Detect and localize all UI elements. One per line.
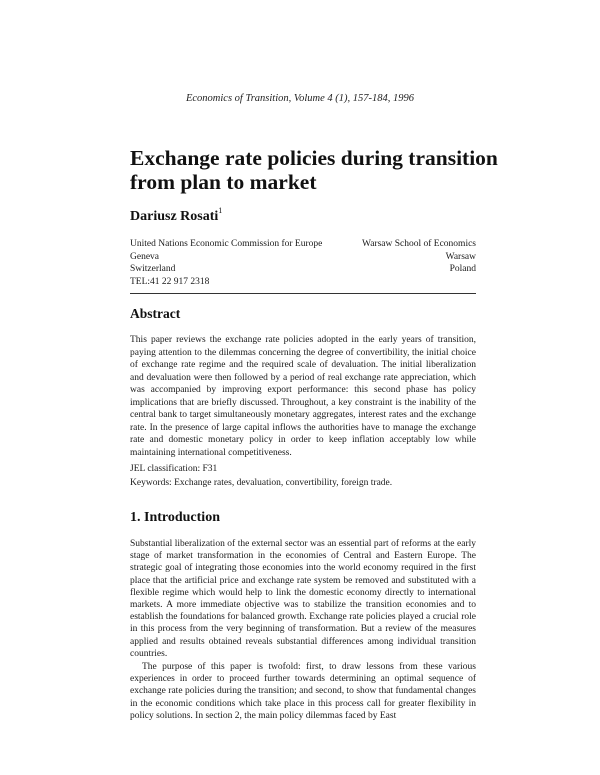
affiliation-left <box>130 238 350 288</box>
affiliation-left-line: Geneva <box>130 251 160 262</box>
affiliation-left-line: United Nations Economic Commission for Europe <box>130 239 323 249</box>
affiliation-right-line: Poland <box>449 264 476 274</box>
author-name: Dariusz Rosati <box>130 209 219 224</box>
affiliation-right-line: Warsaw School of Economics <box>362 239 476 249</box>
section-heading-introduction: 1. Introduction <box>130 510 220 525</box>
journal-citation: Economics of Transition, Volume 4 (1), 157-184, 1996 <box>185 93 415 104</box>
keywords: Keywords: Exchange rates, devaluation, convertibility, foreign trade. <box>130 478 393 488</box>
author-footnote-mark: 1 <box>218 206 223 215</box>
affiliation-left-line: Switzerland <box>130 264 176 274</box>
paper-title: Exchange rate policies during transition from plan to market <box>130 146 498 194</box>
abstract-heading: Abstract <box>130 306 181 321</box>
introduction-paragraph: The purpose of this paper is twofold: first, to draw lessons from these various experiences in order to proceed further towards determining an optimal sequence of exchange rate policies during the transition; and second, to show that fundamental changes in the economic conditions which take place in this process call for greater flexibility in policy solutions. In section 2, the main policy dilemmas faced by East <box>130 662 476 721</box>
header-divider <box>130 293 476 294</box>
affiliation-right-line: Warsaw <box>445 251 476 262</box>
affiliation-right <box>340 238 476 276</box>
abstract-body: This paper reviews the exchange rate policies adopted in the early years of transition, paying attention to the dilemmas concerning the degree of convertibility, the initial choice of exchange rate regime and the required scale of devaluation. The initial liberalization and devaluation were then followed by a period of real exchange rate appreciation, which was accompanied by improving export performance: this second phase has policy implications that are briefly discussed. Throughout, a key constraint is the inability of the central bank to target simultaneously monetary aggregates, interest rates and the exchange rate. In the presence of large capital inflows the authorities have to manage the exchange rate and domestic monetary policy in order to keep inflation acceptably low while maintaining international competitiveness. <box>130 335 476 458</box>
jel-classification: JEL classification: F31 <box>130 464 218 474</box>
introduction-paragraph: Substantial liberalization of the external sector was an essential part of reforms at the early stage of market transformation in the economies of Central and Eastern Europe. The strategic goal of integrating those economies into the world economy required in the first place that the artificial price and exchange rate system be removed and substituted with a flexible regime which would help to link the domestic economy directly to international markets. A more immediate objective was to stabilize the transition economies and to establish the foundations for balanced growth. Exchange rate policies played a crucial role in this process from the very beginning of transformation. But a review of the measures applied and results obtained reveals substantial differences among individual transition countries. <box>130 539 476 659</box>
author-line <box>130 206 222 225</box>
affiliation-left-phone: TEL:41 22 917 2318 <box>130 276 210 287</box>
